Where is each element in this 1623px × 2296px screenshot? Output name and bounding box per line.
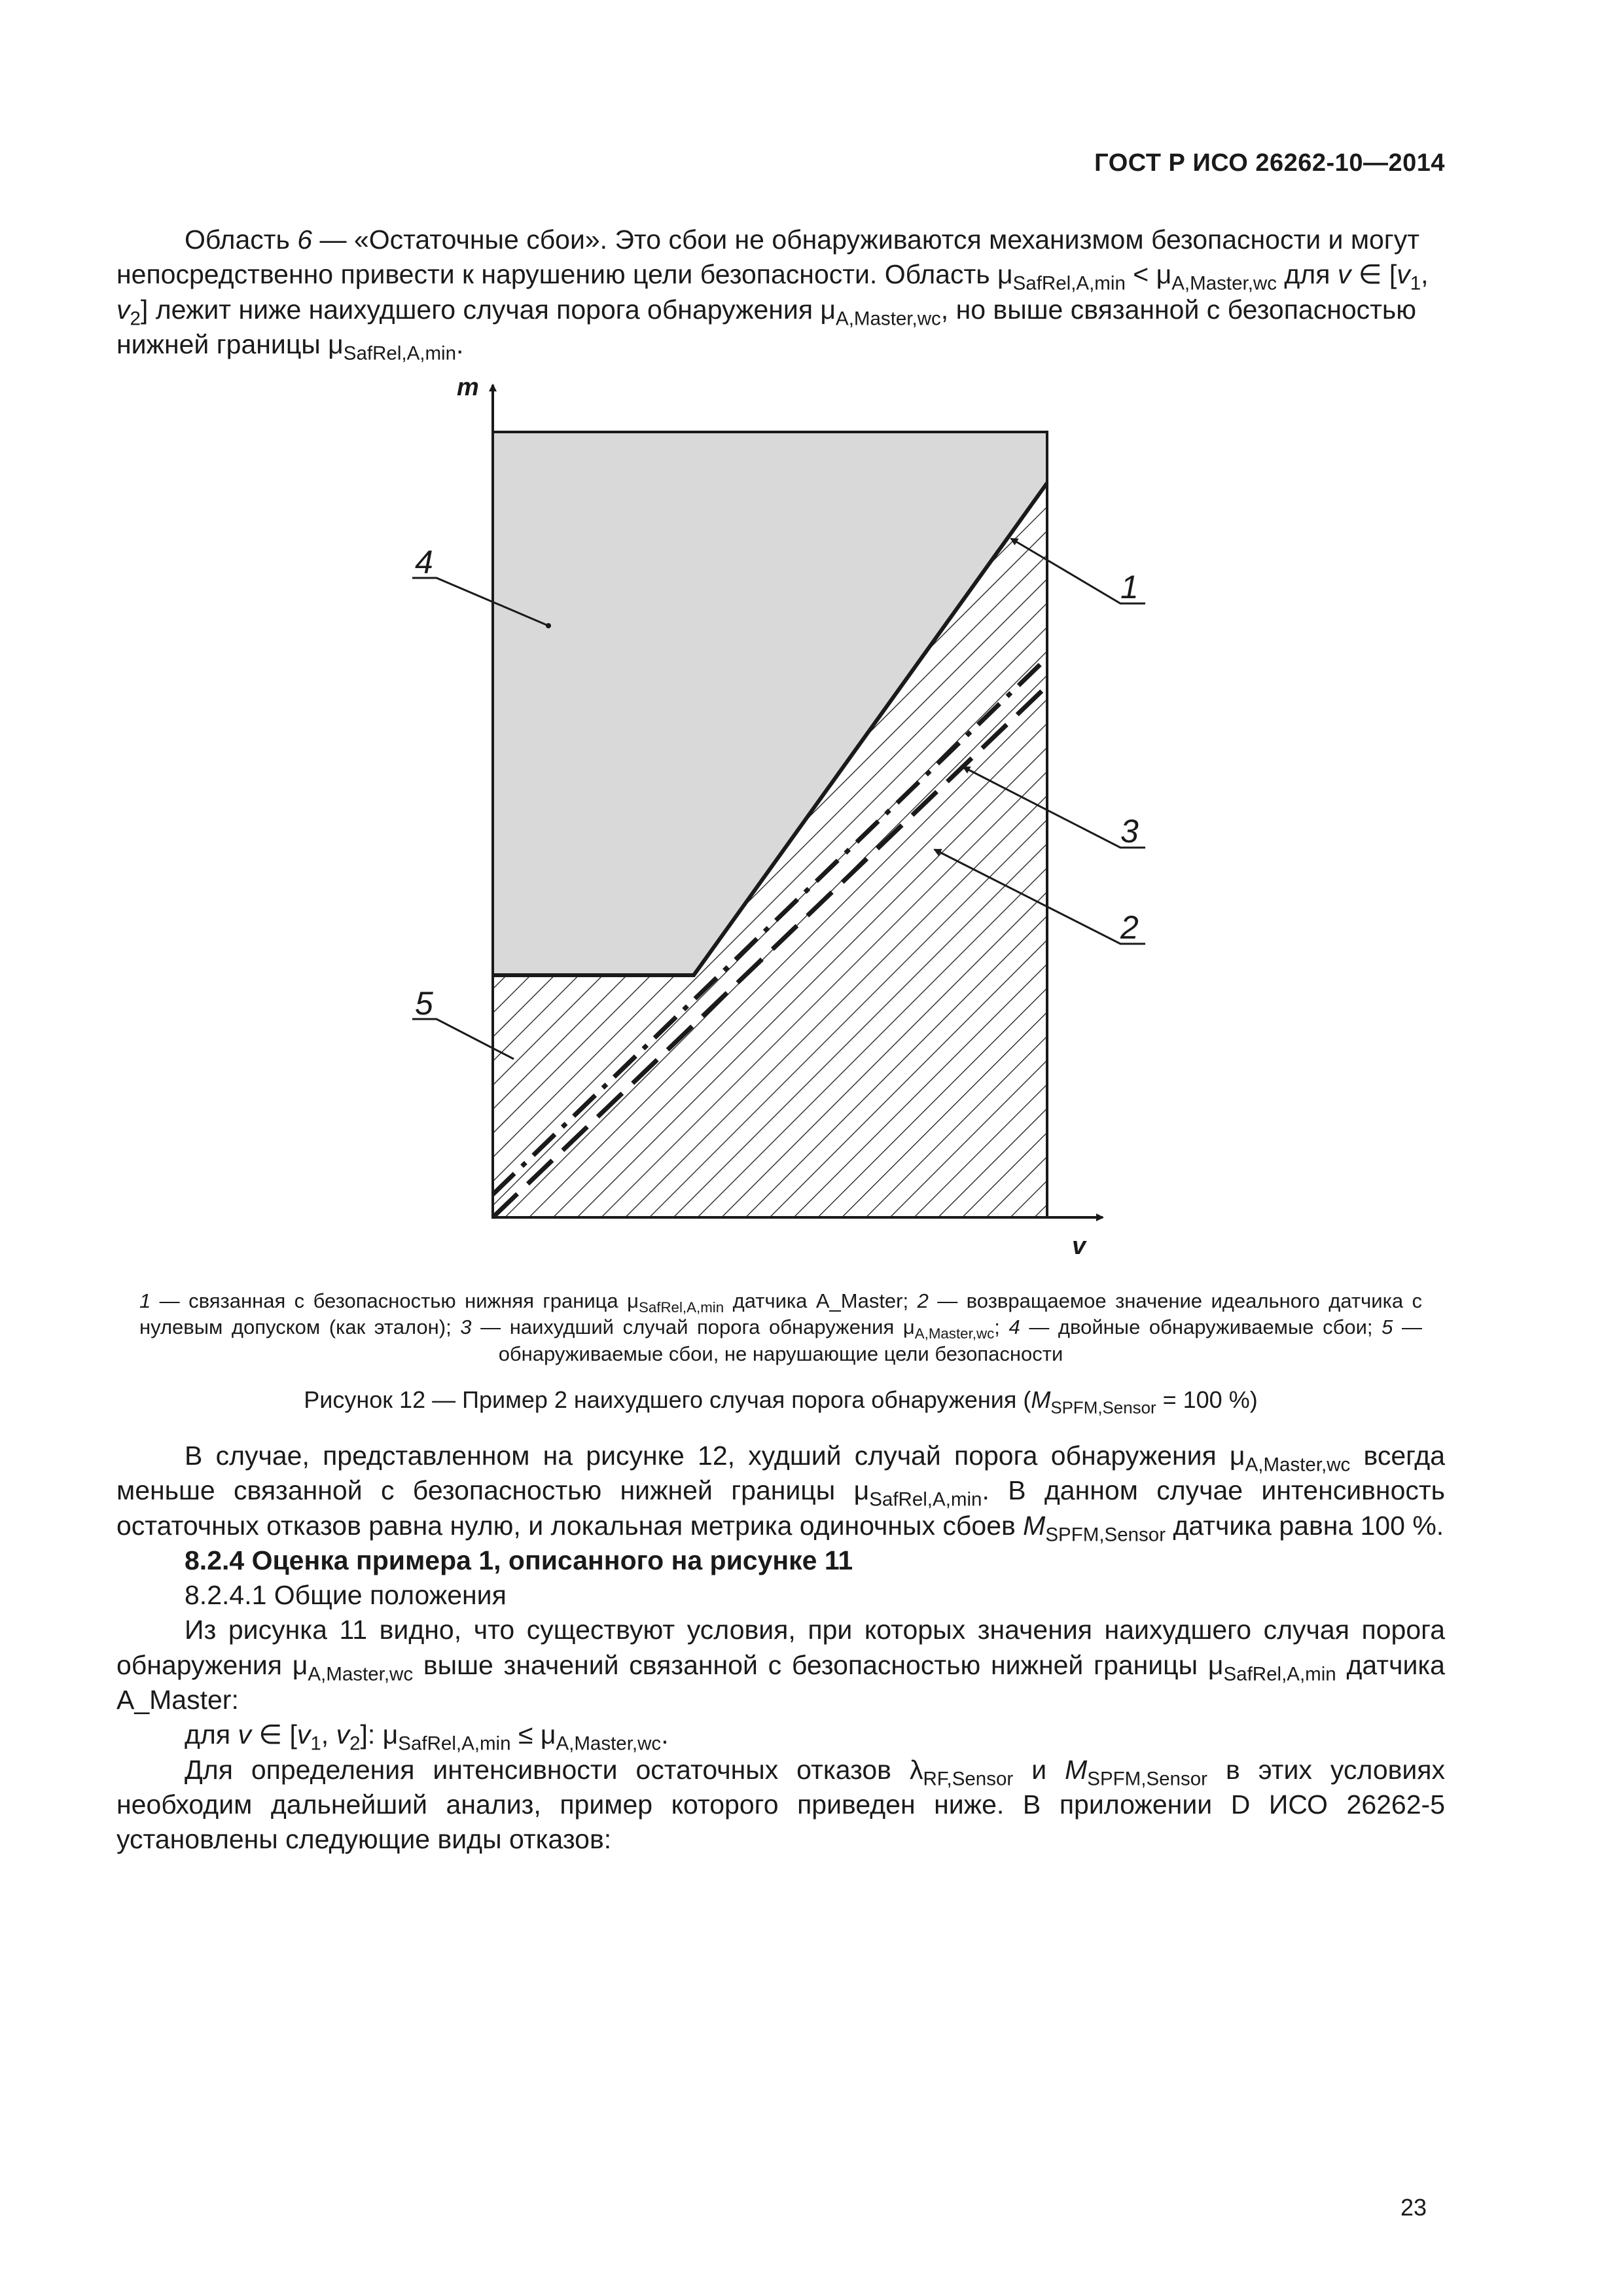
label-4: 4 (415, 544, 433, 581)
leader-4-dot (546, 623, 551, 628)
figure-caption: Рисунок 12 — Пример 2 наихудшего случая порога обнаружения ($M_{SPFM,Sensor} = 100$ %) (304, 1386, 1258, 1418)
label-5: 5 (415, 985, 433, 1022)
condition-formula: для v ∈ [$v_1$, $v_2$]: $\mu_{SafRel,A,min} \le \mu_{A,Master,wc}$. (185, 1719, 669, 1755)
figure-legend: 1 — связанная с безопасностью нижняя граница $\mu_{SafRel,A,min}$ датчика A_Master; 2 — возвращаемое значение идеального датчика с нулевым допуском (как эталон); 3 — наихудший случай порога обнаружения $\mu_{A,Master,wc}$; 4 — двойные обнаруживаемые сбои; 5 — обнаруживаемые сбои, не нарушающие цели безопасности (139, 1289, 1423, 1365)
label-3: 3 (1120, 813, 1139, 850)
paragraph-region-6: Область 6 — «Остаточные сбои». Это сбои не обнаруживаются механизмом безопасности и могут непосредственно привести к нарушению цели безопасности. Область $\mu_{SafRel,A,min} < \mu_{A,Master,wc}$ для v ∈ [$v_1$, $v_2$] лежит ниже наихудшего случая порога обнаружения $\mu_{A,Master,wc}$, но выше связанной с безопасностью нижней границы $\mu_{SafRel,A,min}$. (116, 224, 1429, 365)
paragraph-analysis: Для определения интенсивности остаточных отказов $\lambda_{RF,Sensor}$ и $M_{SPFM,Sensor}$ в этих условиях необходим дальнейший анализ, пример которого приведен ниже. В приложении D ИСО 26262-5 установлены следующие виды отказов: (116, 1754, 1446, 1855)
figure-12-diagram (393, 367, 1178, 1289)
section-heading: 8.2.4 Оценка примера 1, описанного на рисунке 11 (185, 1545, 853, 1575)
label-2: 2 (1120, 909, 1139, 946)
paragraph-figure-11: Из рисунка 11 видно, что существуют условия, при которых значения наихудшего случая порога обнаружения $\mu_{A,Master,wc}$ выше значений связанной с безопасностью нижней границы $\mu_{SafRel,A,min}$ датчика A_Master: (116, 1615, 1445, 1715)
x-axis-label: v (1072, 1232, 1086, 1260)
y-axis-label: m (457, 374, 479, 401)
paragraph-case: В случае, представленном на рисунке 12, худший случай порога обнаружения $\mu_{A,Master,wc}$ всегда меньше связанной с безопасностью нижней границы $\mu_{SafRel,A,min}$. В данном случае интенсивность остаточных отказов равна нулю, и локальная метрика одиночных сбоев $M_{SPFM,Sensor}$ датчика равна 100 %. (116, 1441, 1446, 1546)
subsection-heading: 8.2.4.1 Общие положения (185, 1580, 507, 1611)
page-number: 23 (1400, 2194, 1427, 2221)
body-text-lower (116, 1439, 1445, 1857)
figure-12 (393, 367, 1178, 1289)
document-header: ГОСТ Р ИСО 26262-10—2014 (1094, 149, 1445, 177)
label-1: 1 (1120, 569, 1139, 605)
